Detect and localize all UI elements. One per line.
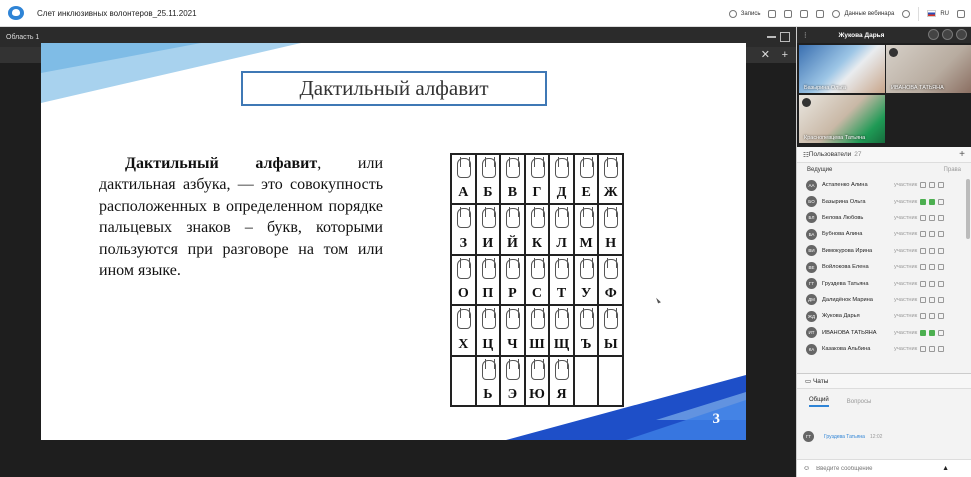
tab-general[interactable]: Общий bbox=[809, 397, 829, 407]
fingerspelling-cell bbox=[549, 154, 574, 204]
users-rights-label: Права bbox=[943, 167, 961, 173]
maximize-icon[interactable] bbox=[780, 32, 790, 42]
letter: И bbox=[482, 235, 494, 251]
letter: В bbox=[507, 185, 518, 201]
decor-shape bbox=[626, 400, 746, 440]
hand-sign-icon bbox=[482, 158, 496, 178]
hand-sign-icon bbox=[506, 208, 520, 228]
camera-icon[interactable] bbox=[929, 248, 935, 254]
avatar: ИТ bbox=[806, 327, 817, 338]
avatar: ДМ bbox=[806, 294, 817, 305]
fingerspelling-cell bbox=[574, 204, 599, 254]
avatar: АА bbox=[806, 180, 817, 191]
letter: О bbox=[457, 286, 469, 302]
slide-definition: , или дактильная азбука, — это совокупность расположенных в определенном порядке пальцевых знаков – букв, которыми пользуются при разговоре на том или ином языке. bbox=[99, 155, 383, 280]
mic-icon[interactable] bbox=[920, 330, 926, 336]
area-label: Область 1 bbox=[6, 33, 40, 41]
user-row[interactable] bbox=[797, 292, 971, 308]
letter: Ы bbox=[603, 336, 618, 352]
fingerspelling-cell bbox=[451, 305, 476, 355]
letter: Е bbox=[581, 185, 591, 201]
hand-sign-icon bbox=[531, 309, 545, 329]
hand-sign-icon bbox=[580, 259, 594, 279]
hand-sign-icon bbox=[506, 360, 520, 380]
fingerspelling-cell bbox=[549, 204, 574, 254]
hand-sign-icon bbox=[555, 309, 569, 329]
mic-icon[interactable] bbox=[920, 199, 926, 205]
app-topbar bbox=[0, 0, 971, 27]
user-role: участник bbox=[894, 198, 918, 205]
camera-icon[interactable] bbox=[929, 281, 935, 287]
mic-off-icon bbox=[889, 48, 898, 57]
letter: П bbox=[482, 286, 494, 302]
menu-dots-icon[interactable]: ⋮ bbox=[802, 32, 809, 39]
fingerspelling-cell bbox=[500, 255, 525, 305]
user-row[interactable] bbox=[797, 259, 971, 275]
hand-sign-icon bbox=[531, 259, 545, 279]
mic-icon[interactable] bbox=[920, 182, 926, 188]
video-tile[interactable] bbox=[799, 45, 885, 93]
fingerspelling-cell bbox=[574, 154, 599, 204]
slide-title: Дактильный алфавит bbox=[241, 71, 547, 106]
avatar: КА bbox=[806, 344, 817, 355]
video-grid bbox=[797, 43, 971, 147]
letter: Ф bbox=[604, 286, 617, 302]
hand-sign-icon bbox=[555, 360, 569, 380]
letter: Л bbox=[556, 235, 567, 251]
user-name: Вимокурова Ирина bbox=[822, 247, 873, 254]
topbar-actions bbox=[729, 0, 965, 27]
chat-time: 12:02 bbox=[869, 433, 883, 440]
fingerspelling-cell bbox=[500, 356, 525, 406]
fingerspelling-cell bbox=[476, 305, 501, 355]
user-row[interactable] bbox=[797, 308, 971, 324]
user-name: Войлокова Елена bbox=[822, 264, 869, 271]
fingerspelling-cell bbox=[451, 154, 476, 204]
hand-sign-icon bbox=[506, 259, 520, 279]
avatar: БО bbox=[806, 196, 817, 207]
letter: Т bbox=[556, 286, 567, 302]
fingerspelling-cell bbox=[451, 204, 476, 254]
camera-icon[interactable] bbox=[929, 330, 935, 336]
divider bbox=[918, 7, 919, 21]
hand-sign-icon bbox=[482, 309, 496, 329]
fingerspelling-cell bbox=[525, 154, 550, 204]
avatar: БЛ bbox=[806, 212, 817, 223]
camera-off-icon[interactable] bbox=[942, 29, 953, 40]
screen-icon[interactable] bbox=[938, 231, 944, 237]
slides-icon[interactable] bbox=[784, 10, 792, 18]
user-role: участник bbox=[894, 313, 918, 320]
users-header bbox=[797, 147, 971, 163]
video-header bbox=[797, 27, 971, 43]
hand-sign-icon bbox=[506, 158, 520, 178]
hand-sign-icon bbox=[555, 158, 569, 178]
fingerspelling-cell bbox=[476, 154, 501, 204]
fingerspelling-cell bbox=[574, 255, 599, 305]
users-icon: ☷ bbox=[803, 151, 809, 159]
letter: Ж bbox=[603, 185, 618, 201]
letter: Й bbox=[506, 235, 518, 251]
video-tile[interactable] bbox=[799, 95, 885, 143]
close-icon[interactable]: ✕ bbox=[760, 49, 770, 61]
letter: Н bbox=[605, 235, 617, 251]
send-icon[interactable]: ▲ bbox=[942, 465, 950, 472]
user-name: Казакова Альбина bbox=[822, 346, 871, 353]
letter: Ш bbox=[529, 336, 545, 352]
user-role: участник bbox=[894, 214, 918, 221]
camera-icon[interactable] bbox=[929, 313, 935, 319]
letter: Д bbox=[556, 185, 567, 201]
record-icon bbox=[729, 10, 737, 18]
chat-header bbox=[797, 373, 971, 389]
screen-icon[interactable] bbox=[938, 248, 944, 254]
screen-icon[interactable] bbox=[938, 313, 944, 319]
camera-icon[interactable] bbox=[929, 199, 935, 205]
avatar: ЖД bbox=[806, 311, 817, 322]
letter: Б bbox=[483, 185, 493, 201]
letter: Ь bbox=[483, 387, 493, 402]
chat-message bbox=[803, 431, 882, 442]
fingerspelling-cell bbox=[451, 255, 476, 305]
user-name: ИВАНОВА ТАТЬЯНА bbox=[822, 329, 877, 336]
user-row[interactable] bbox=[797, 243, 971, 259]
chat-icon: ▭ bbox=[805, 378, 812, 385]
users-count: 27 bbox=[854, 151, 862, 158]
fingerspelling-cell bbox=[476, 255, 501, 305]
letter: Ч bbox=[507, 336, 518, 352]
user-role: участник bbox=[894, 231, 918, 238]
avatar: ВЕ bbox=[806, 262, 817, 273]
decor-shape bbox=[41, 43, 201, 73]
screen-icon[interactable] bbox=[938, 199, 944, 205]
mic-icon[interactable] bbox=[920, 215, 926, 221]
hand-sign-icon bbox=[604, 208, 618, 228]
fingerspelling-cell bbox=[476, 356, 501, 406]
camera-icon[interactable] bbox=[929, 264, 935, 270]
video-header-name: Жукова Дарья bbox=[838, 31, 885, 39]
hand-sign-icon bbox=[580, 208, 594, 228]
user-role: участник bbox=[894, 280, 918, 287]
letter: Ъ bbox=[580, 336, 592, 352]
user-role: участник bbox=[894, 182, 918, 189]
letter: М bbox=[579, 235, 593, 251]
fingerspelling-cell bbox=[525, 204, 550, 254]
language-select[interactable] bbox=[927, 10, 949, 17]
user-name: Белова Любовь bbox=[822, 214, 864, 221]
chat-input-row bbox=[797, 459, 971, 477]
hand-sign-icon bbox=[457, 259, 471, 279]
language-label: RU bbox=[940, 10, 949, 17]
users-label: Пользователи bbox=[808, 151, 852, 158]
user-name: Груздева Татьяна bbox=[822, 280, 869, 287]
video-tile-label: Краснопевцева Татьяна bbox=[804, 135, 866, 141]
fingerspelling-cell bbox=[451, 356, 476, 406]
chat-label: Чаты bbox=[812, 377, 829, 385]
letter: Ю bbox=[529, 387, 545, 402]
user-row[interactable] bbox=[797, 275, 971, 291]
user-role: участник bbox=[894, 247, 918, 254]
screen-icon[interactable] bbox=[938, 182, 944, 188]
fingerspelling-cell bbox=[598, 305, 623, 355]
fingerspelling-cell bbox=[574, 356, 599, 406]
letter: К bbox=[531, 235, 543, 251]
avatar: ВИ bbox=[806, 245, 817, 256]
users-list bbox=[797, 177, 971, 357]
webinar-data-label: Данные вебинара bbox=[844, 10, 895, 17]
fingerspelling-cell bbox=[476, 204, 501, 254]
letter: У bbox=[580, 286, 592, 302]
fingerspelling-cell bbox=[500, 204, 525, 254]
mic-off-icon[interactable] bbox=[928, 29, 939, 40]
letter: Ц bbox=[482, 336, 494, 352]
chat-input[interactable] bbox=[816, 466, 936, 472]
hand-sign-icon bbox=[555, 208, 569, 228]
camera-icon[interactable] bbox=[929, 346, 935, 352]
letter: Я bbox=[556, 387, 567, 402]
record-button[interactable] bbox=[729, 10, 761, 18]
slide-number: 3 bbox=[712, 411, 720, 427]
settings-icon[interactable] bbox=[902, 10, 910, 18]
user-name: Астапенко Алина bbox=[822, 182, 868, 189]
hand-sign-icon bbox=[506, 309, 520, 329]
info-icon bbox=[832, 10, 840, 18]
letter: С bbox=[531, 286, 543, 302]
fingerspelling-cell bbox=[598, 204, 623, 254]
user-name: Далидёнок Марина bbox=[822, 296, 873, 303]
fingerspelling-cell bbox=[525, 356, 550, 406]
hand-sign-icon bbox=[482, 208, 496, 228]
hand-sign-icon bbox=[457, 309, 471, 329]
user-role: участник bbox=[894, 296, 918, 303]
fingerspelling-cell bbox=[525, 255, 550, 305]
record-label: Запись bbox=[740, 10, 761, 17]
hand-sign-icon bbox=[531, 208, 545, 228]
camera-icon[interactable] bbox=[929, 182, 935, 188]
avatar: БА bbox=[806, 229, 817, 240]
fingerspelling-cell bbox=[598, 356, 623, 406]
settings-icon[interactable] bbox=[956, 29, 967, 40]
fingerspelling-table bbox=[450, 153, 624, 407]
fingerspelling-cell bbox=[549, 255, 574, 305]
hand-sign-icon bbox=[604, 259, 618, 279]
screen-icon[interactable] bbox=[938, 297, 944, 303]
letter: Р bbox=[508, 286, 517, 302]
add-user-button[interactable]: + bbox=[959, 149, 965, 160]
hand-sign-icon bbox=[604, 158, 618, 178]
fingerspelling-cell bbox=[549, 305, 574, 355]
hand-sign-icon bbox=[604, 309, 618, 329]
letter: Г bbox=[532, 185, 542, 201]
screen-icon[interactable] bbox=[938, 215, 944, 221]
folder-icon[interactable] bbox=[800, 10, 808, 18]
right-panel bbox=[796, 27, 971, 477]
camera-icon[interactable] bbox=[929, 297, 935, 303]
avatar: ГТ bbox=[803, 431, 814, 442]
video-tile-label: ИВАНОВА ТАТЬЯНА bbox=[891, 85, 944, 91]
user-name: Жукова Дарья bbox=[822, 313, 860, 320]
users-section-label: Ведущие bbox=[807, 167, 833, 173]
fingerspelling-cell bbox=[500, 154, 525, 204]
mic-icon[interactable] bbox=[920, 297, 926, 303]
emoji-icon[interactable]: ☺ bbox=[803, 465, 811, 472]
fingerspelling-cell bbox=[500, 305, 525, 355]
hand-sign-icon bbox=[531, 360, 545, 380]
user-row[interactable] bbox=[797, 341, 971, 357]
screen-icon[interactable] bbox=[938, 281, 944, 287]
webinar-data-button[interactable] bbox=[832, 10, 894, 18]
people-icon[interactable] bbox=[816, 10, 824, 18]
letter: Щ bbox=[553, 336, 570, 352]
avatar: ГТ bbox=[806, 278, 817, 289]
hand-sign-icon bbox=[457, 158, 471, 178]
webinar-title: Слет инклюзивных волонтеров_25.11.2021 bbox=[37, 8, 197, 18]
chat-tabs bbox=[797, 395, 883, 409]
hand-sign-icon bbox=[531, 158, 545, 178]
mic-icon[interactable] bbox=[920, 264, 926, 270]
fingerspelling-cell bbox=[525, 305, 550, 355]
slide-body bbox=[99, 153, 383, 281]
hand-sign-icon bbox=[555, 259, 569, 279]
tab-questions[interactable]: Вопросы bbox=[846, 399, 872, 405]
video-tile[interactable] bbox=[886, 45, 971, 93]
scrollbar[interactable] bbox=[966, 179, 970, 239]
minimize-icon[interactable] bbox=[767, 36, 776, 38]
screen-icon[interactable] bbox=[938, 330, 944, 336]
app-logo-icon bbox=[8, 6, 24, 20]
user-role: участник bbox=[894, 329, 918, 336]
hand-sign-icon bbox=[457, 208, 471, 228]
slide bbox=[41, 43, 746, 440]
screen-icon[interactable] bbox=[938, 346, 944, 352]
user-row[interactable] bbox=[797, 210, 971, 226]
add-icon[interactable]: + bbox=[781, 49, 788, 61]
hand-sign-icon bbox=[482, 259, 496, 279]
user-row[interactable] bbox=[797, 177, 971, 193]
letter: Э bbox=[507, 387, 518, 402]
user-row[interactable] bbox=[797, 325, 971, 341]
slide-term: Дактильный алфавит bbox=[125, 155, 318, 172]
hand-sign-icon bbox=[580, 309, 594, 329]
fingerspelling-cell bbox=[574, 305, 599, 355]
mic-off-icon bbox=[802, 98, 811, 107]
camera-icon[interactable] bbox=[929, 231, 935, 237]
letter: А bbox=[458, 185, 469, 201]
letter: З bbox=[459, 235, 467, 251]
fingerspelling-cell bbox=[598, 255, 623, 305]
user-name: Базырина Ольга bbox=[822, 198, 866, 205]
user-row[interactable] bbox=[797, 193, 971, 209]
mic-icon[interactable] bbox=[920, 346, 926, 352]
chat-icon[interactable] bbox=[768, 10, 776, 18]
hand-sign-icon bbox=[482, 360, 496, 380]
user-name: Бубнова Алина bbox=[822, 231, 863, 238]
video-tile-label: Базырина Ольга bbox=[804, 85, 847, 91]
screen-icon[interactable] bbox=[938, 264, 944, 270]
letter: Х bbox=[458, 336, 469, 352]
mic-icon[interactable] bbox=[920, 231, 926, 237]
fullscreen-icon[interactable] bbox=[957, 10, 965, 18]
mic-icon[interactable] bbox=[920, 248, 926, 254]
russia-flag-icon bbox=[927, 10, 936, 17]
user-row[interactable] bbox=[797, 226, 971, 242]
fingerspelling-cell bbox=[549, 356, 574, 406]
user-role: участник bbox=[894, 264, 918, 271]
mic-icon[interactable] bbox=[920, 313, 926, 319]
chat-author: Груздева Татьяна bbox=[824, 433, 865, 440]
fingerspelling-cell bbox=[598, 154, 623, 204]
camera-icon[interactable] bbox=[929, 215, 935, 221]
user-role: участник bbox=[894, 346, 918, 353]
mic-icon[interactable] bbox=[920, 281, 926, 287]
hand-sign-icon bbox=[580, 158, 594, 178]
users-section-header bbox=[797, 163, 971, 177]
